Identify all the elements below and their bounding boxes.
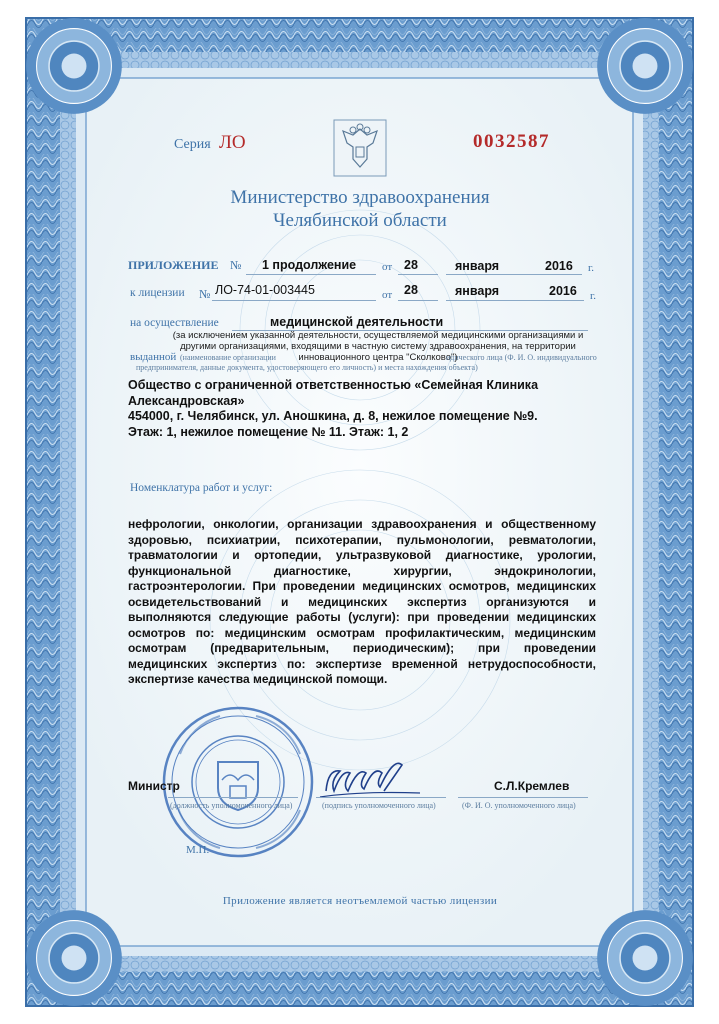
series-label: Серия	[174, 137, 211, 152]
appendix-month-line	[446, 274, 542, 275]
position-line	[168, 797, 298, 798]
appendix-day: 28	[404, 258, 418, 272]
position-caption: (должность уполномоченного лица)	[170, 801, 293, 810]
official-seal-stamp	[160, 704, 316, 860]
organization-address: 454000, г. Челябинск, ул. Аношкина, д. 8, нежилое помещение №9.	[128, 409, 538, 423]
corner-rosette-icon	[22, 906, 126, 1010]
license-from: от	[382, 289, 393, 301]
name-caption: (Ф. И. О. уполномоченного лица)	[462, 801, 576, 810]
signature-line	[316, 797, 446, 798]
seal-place-mark: М.П.	[186, 844, 210, 856]
license-number-line	[212, 300, 376, 301]
signer-position: Министр	[128, 779, 180, 793]
license-number: ЛО-74-01-003445	[215, 283, 315, 297]
license-year-suffix: г.	[590, 290, 597, 302]
name-line	[458, 797, 588, 798]
form-number: 0032587	[473, 131, 550, 152]
license-day: 28	[404, 283, 418, 297]
license-label: к лицензии	[130, 287, 185, 299]
appendix-year-line	[540, 274, 582, 275]
appendix-from: от	[382, 261, 393, 273]
license-month-line	[446, 300, 542, 301]
signer-name: С.Л.Кремлев	[494, 779, 570, 793]
activity-note: (за исключением указанной деятельности, осуществляемой медицинскими организациями и другими организациями, входящими в частную систему здравоохранения, на территории инновационного центра "Сколково")	[172, 330, 584, 363]
license-month: января	[455, 284, 500, 298]
nomenclature-label: Номенклатура работ и услуг:	[130, 482, 273, 494]
license-year-line	[540, 300, 584, 301]
issued-caption-line2: предпринимателя, данные документа, удостоверяющего его личность) и места нахождения объекта)	[136, 363, 478, 372]
activity-value: медицинской деятельности	[270, 315, 444, 329]
appendix-year-suffix: г.	[588, 262, 595, 274]
issued-caption-right: идического лица (Ф. И. О. индивидуального	[446, 353, 597, 362]
appendix-no-sign: №	[230, 258, 242, 272]
organization-floors: Этаж: 1, нежилое помещение № 11. Этаж: 1, 2	[128, 424, 409, 439]
appendix-month: января	[455, 259, 500, 273]
corner-rosette-icon	[593, 14, 697, 118]
appendix-label: ПРИЛОЖЕНИЕ	[128, 258, 219, 272]
corner-rosette-icon	[593, 906, 697, 1010]
appendix-day-line	[398, 274, 438, 275]
license-day-line	[398, 300, 438, 301]
signature-caption: (подпись уполномоченного лица)	[322, 801, 436, 810]
organization-block	[128, 378, 588, 440]
issued-caption-left: (наименование организации	[180, 353, 276, 362]
coat-of-arms-icon	[333, 119, 387, 177]
ministry-title	[160, 186, 560, 232]
series-value: ЛО	[219, 132, 246, 153]
corner-rosette-icon	[22, 14, 126, 118]
license-year: 2016	[549, 284, 577, 298]
appendix-number: 1 продолжение	[262, 258, 357, 272]
services-text: нефрологии, онкологии, организации здравоохранения и общественному здоровью, психиатрии, психотерапии, пульмонологии, ревматологии, травматологии и ортопедии, ультразвуковой диагностике, урологии, функциональной диагностике, хирургии, эндокринологии, гастроэнтерологии. При проведении медицинских осмотров, медицинских освидетельствований и медицинских экспертиз организуются и выполняются следующие работы (услуги): при проведении медицинских осмотров по: медицинским осмотрам профилактическим, медицинским осмотрам (предварительным, периодическим); при проведении медицинских экспертиз по: экспертизе временной нетрудоспособности, экспертизе качества медицинской помощи.	[128, 517, 596, 686]
license-no-sign: №	[199, 287, 211, 301]
issued-label: выданной	[130, 351, 177, 363]
ministry-line-1: Министерство здравоохранения	[230, 187, 490, 208]
appendix-number-line	[246, 274, 376, 275]
organization-line-2: Александровская»	[128, 393, 245, 408]
footer-note: Приложение является неотъемлемой частью лицензии	[222, 895, 498, 907]
organization-line-1: Общество с ограниченной ответственностью «Семейная Клиника	[128, 378, 539, 392]
appendix-year: 2016	[545, 259, 573, 273]
activity-label: на осуществление	[130, 317, 219, 329]
ministry-line-2: Челябинской области	[273, 210, 447, 231]
